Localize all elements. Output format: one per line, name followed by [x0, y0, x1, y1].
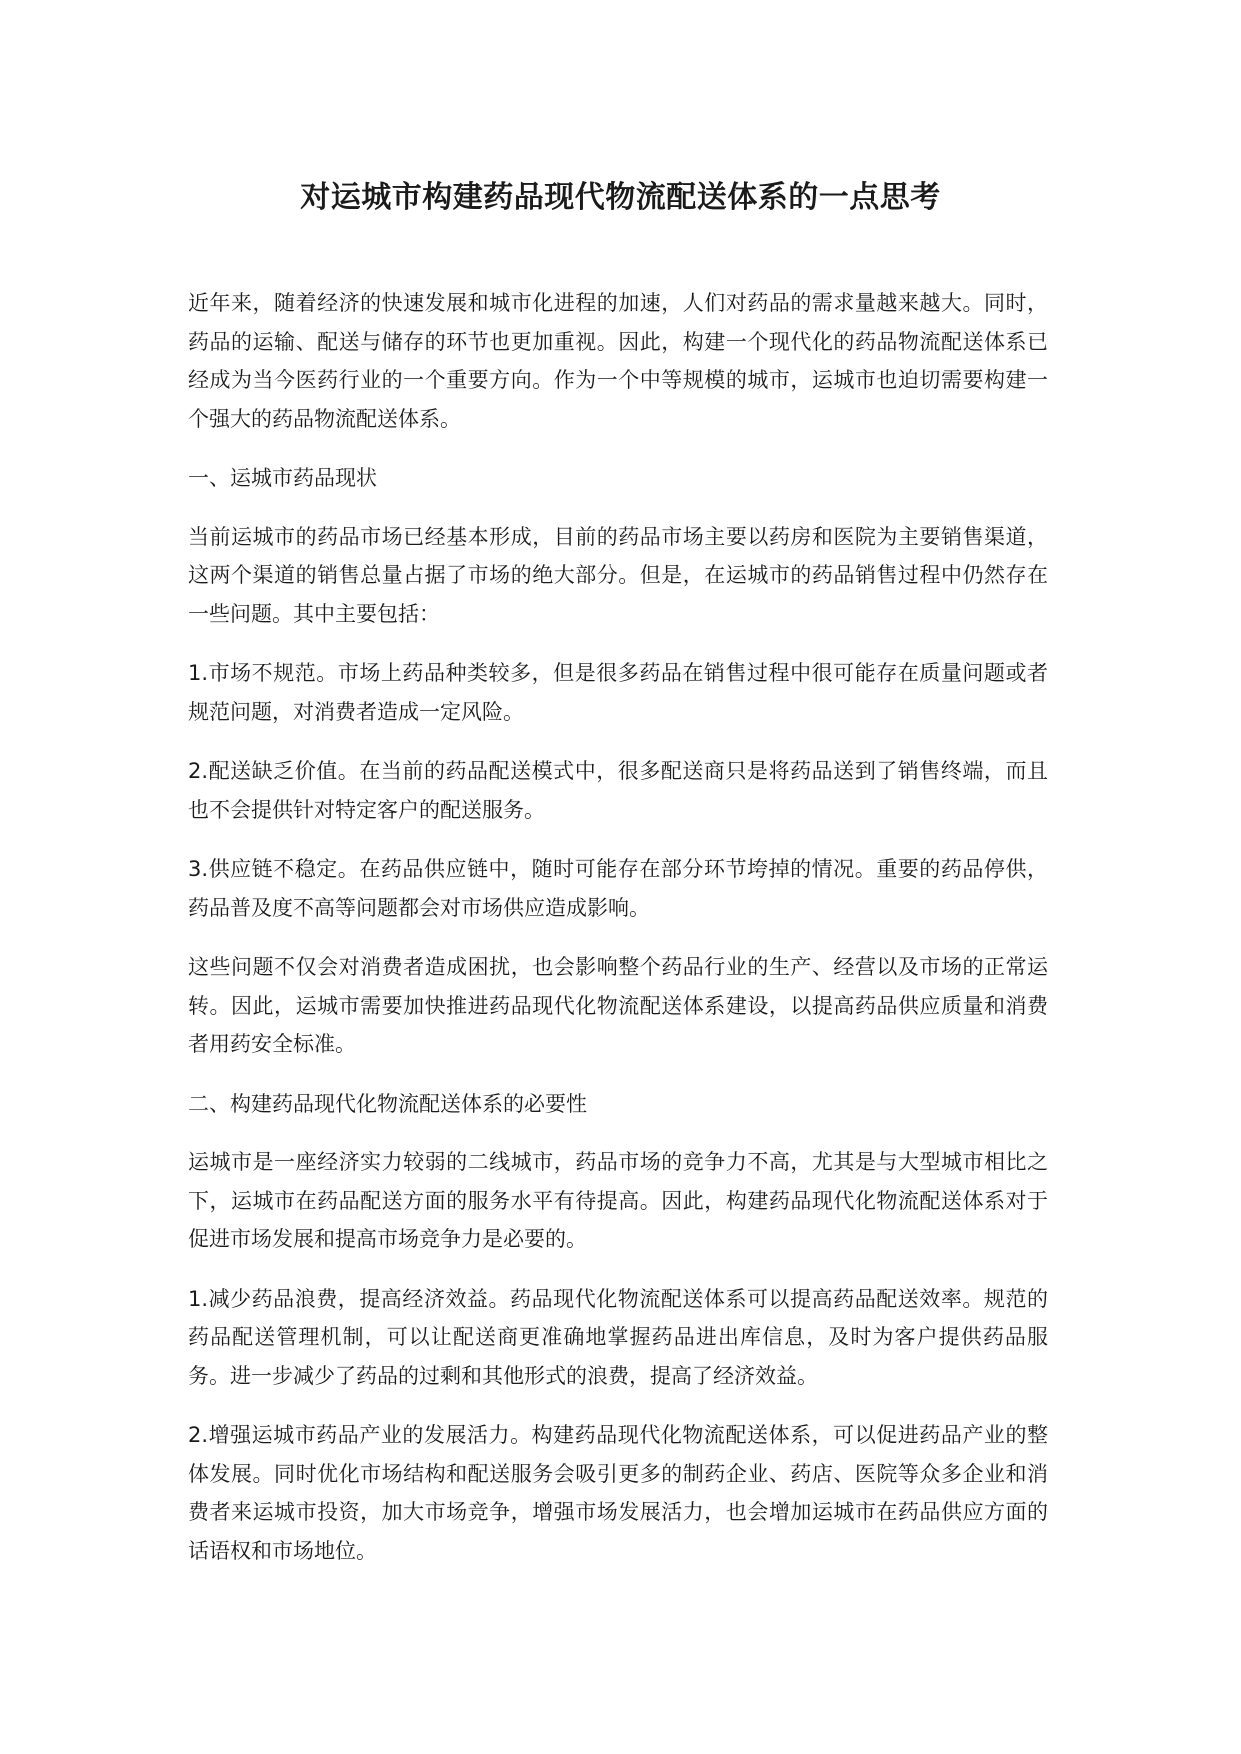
paragraph-issue-1: 1.市场不规范。市场上药品种类较多，但是很多药品在销售过程中很可能存在质量问题或者规范问题，对消费者造成一定风险。: [188, 661, 1048, 724]
paragraph-necessity: 运城市是一座经济实力较弱的二线城市，药品市场的竞争力不高，尤其是与大型城市相比之下，运城市在药品配送方面的服务水平有待提高。因此，构建药品现代化物流配送体系对于促进市场发展和提高市场竞争力是必要的。: [188, 1150, 1048, 1251]
paragraph-benefit-2: 2.增强运城市药品产业的发展活力。构建药品现代化物流配送体系，可以促进药品产业的整体发展。同时优化市场结构和配送服务会吸引更多的制药企业、药店、医院等众多企业和消费者来运城市投资，加大市场竞争，增强市场发展活力，也会增加运城市在药品供应方面的话语权和市场地位。: [188, 1423, 1048, 1563]
paragraph-issue-3: 3.供应链不稳定。在药品供应链中，随时可能存在部分环节垮掉的情况。重要的药品停供，药品普及度不高等问题都会对市场供应造成影响。: [188, 857, 1048, 920]
paragraph-current-status: 当前运城市的药品市场已经基本形成，目前的药品市场主要以药房和医院为主要销售渠道，这两个渠道的销售总量占据了市场的绝大部分。但是，在运城市的药品销售过程中仍然存在一些问题。其中主要包括：: [188, 524, 1048, 626]
paragraph-issue-2: 2.配送缺乏价值。在当前的药品配送模式中，很多配送商只是将药品送到了销售终端，而且也不会提供针对特定客户的配送服务。: [188, 759, 1048, 822]
page-title: 对运城市构建药品现代物流配送体系的一点思考: [300, 180, 941, 215]
paragraph-issues-summary: 这些问题不仅会对消费者造成困扰，也会影响整个药品行业的生产、经营以及市场的正常运转。因此，运城市需要加快推进药品现代化物流配送体系建设，以提高药品供应质量和消费者用药安全标准。: [188, 955, 1048, 1056]
section-heading-1: 一、运城市药品现状: [188, 466, 377, 490]
section-heading-2: 二、构建药品现代化物流配送体系的必要性: [188, 1091, 587, 1116]
paragraph-intro: 近年来，随着经济的快速发展和城市化进程的加速，人们对药品的需求量越来越大。同时，药品的运输、配送与储存的环节也更加重视。因此，构建一个现代化的药品物流配送体系已经成为当今医药行业的一个重要方向。作为一个中等规模的城市，运城市也迫切需要构建一个强大的药品物流配送体系。: [188, 291, 1048, 431]
paragraph-benefit-1: 1.减少药品浪费，提高经济效益。药品现代化物流配送体系可以提高药品配送效率。规范的药品配送管理机制，可以让配送商更准确地掌握药品进出库信息，及时为客户提供药品服务。进一步减少了药品的过剩和其他形式的浪费，提高了经济效益。: [188, 1286, 1048, 1388]
document-body: [188, 284, 1048, 1591]
